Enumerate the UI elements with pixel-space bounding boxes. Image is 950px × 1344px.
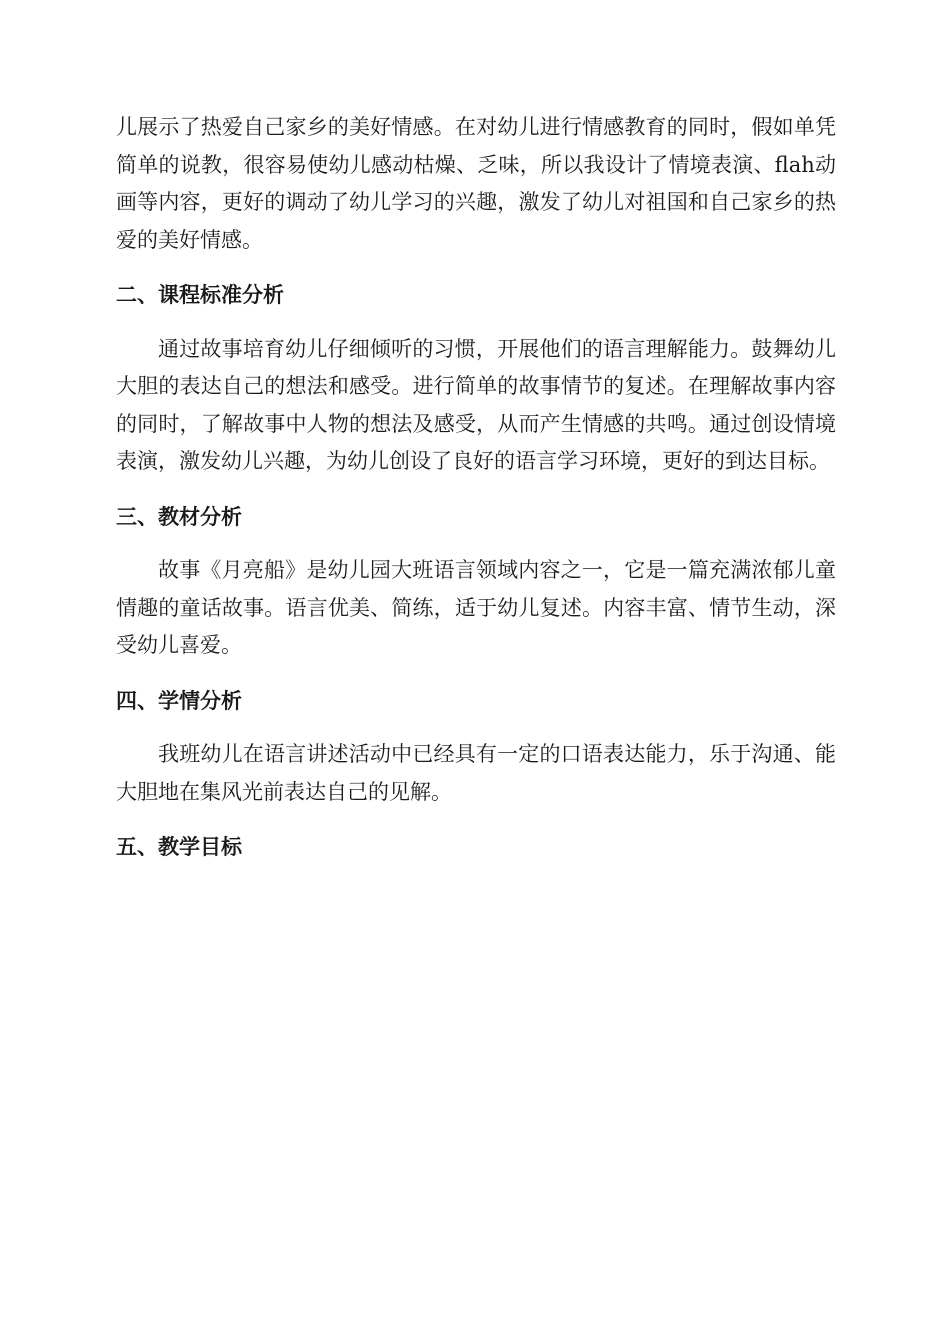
document-page <box>116 109 836 867</box>
learner-analysis-paragraph: 我班幼儿在语言讲述活动中已经具有一定的口语表达能力，乐于沟通、能大胆地在集风光前表达自己的见解。 <box>116 742 836 804</box>
textbook-analysis-paragraph: 故事《月亮船》是幼儿园大班语言领域内容之一，它是一篇充满浓郁儿童情趣的童话故事。语言优美、简练，适于幼儿复述。内容丰富、情节生动，深受幼儿喜爱。 <box>116 558 836 657</box>
section-heading-teaching-goals: 五、教学目标 <box>116 835 242 859</box>
curriculum-standard-paragraph: 通过故事培育幼儿仔细倾听的习惯，开展他们的语言理解能力。鼓舞幼儿大胆的表达自己的想法和感受。进行简单的故事情节的复述。在理解故事内容的同时，了解故事中人物的想法及感受，从而产生情感的共鸣。通过创设情境表演，激发幼儿兴趣，为幼儿创设了良好的语言学习环境，更好的到达目标。 <box>116 336 836 473</box>
section-heading-learner-analysis: 四、学情分析 <box>116 688 242 713</box>
intro-paragraph: 儿展示了热爱自己家乡的美好情感。在对幼儿进行情感教育的同时，假如单凭简单的说教，很容易使幼儿感动枯燥、乏味，所以我设计了情境表演、flah动画等内容，更好的调动了幼儿学习的兴趣，激发了幼儿对祖国和自己家乡的热爱的美好情感。 <box>116 115 836 252</box>
section-heading-curriculum-standard: 二、课程标准分析 <box>116 283 284 307</box>
section-heading-textbook-analysis: 三、教材分析 <box>116 504 242 529</box>
